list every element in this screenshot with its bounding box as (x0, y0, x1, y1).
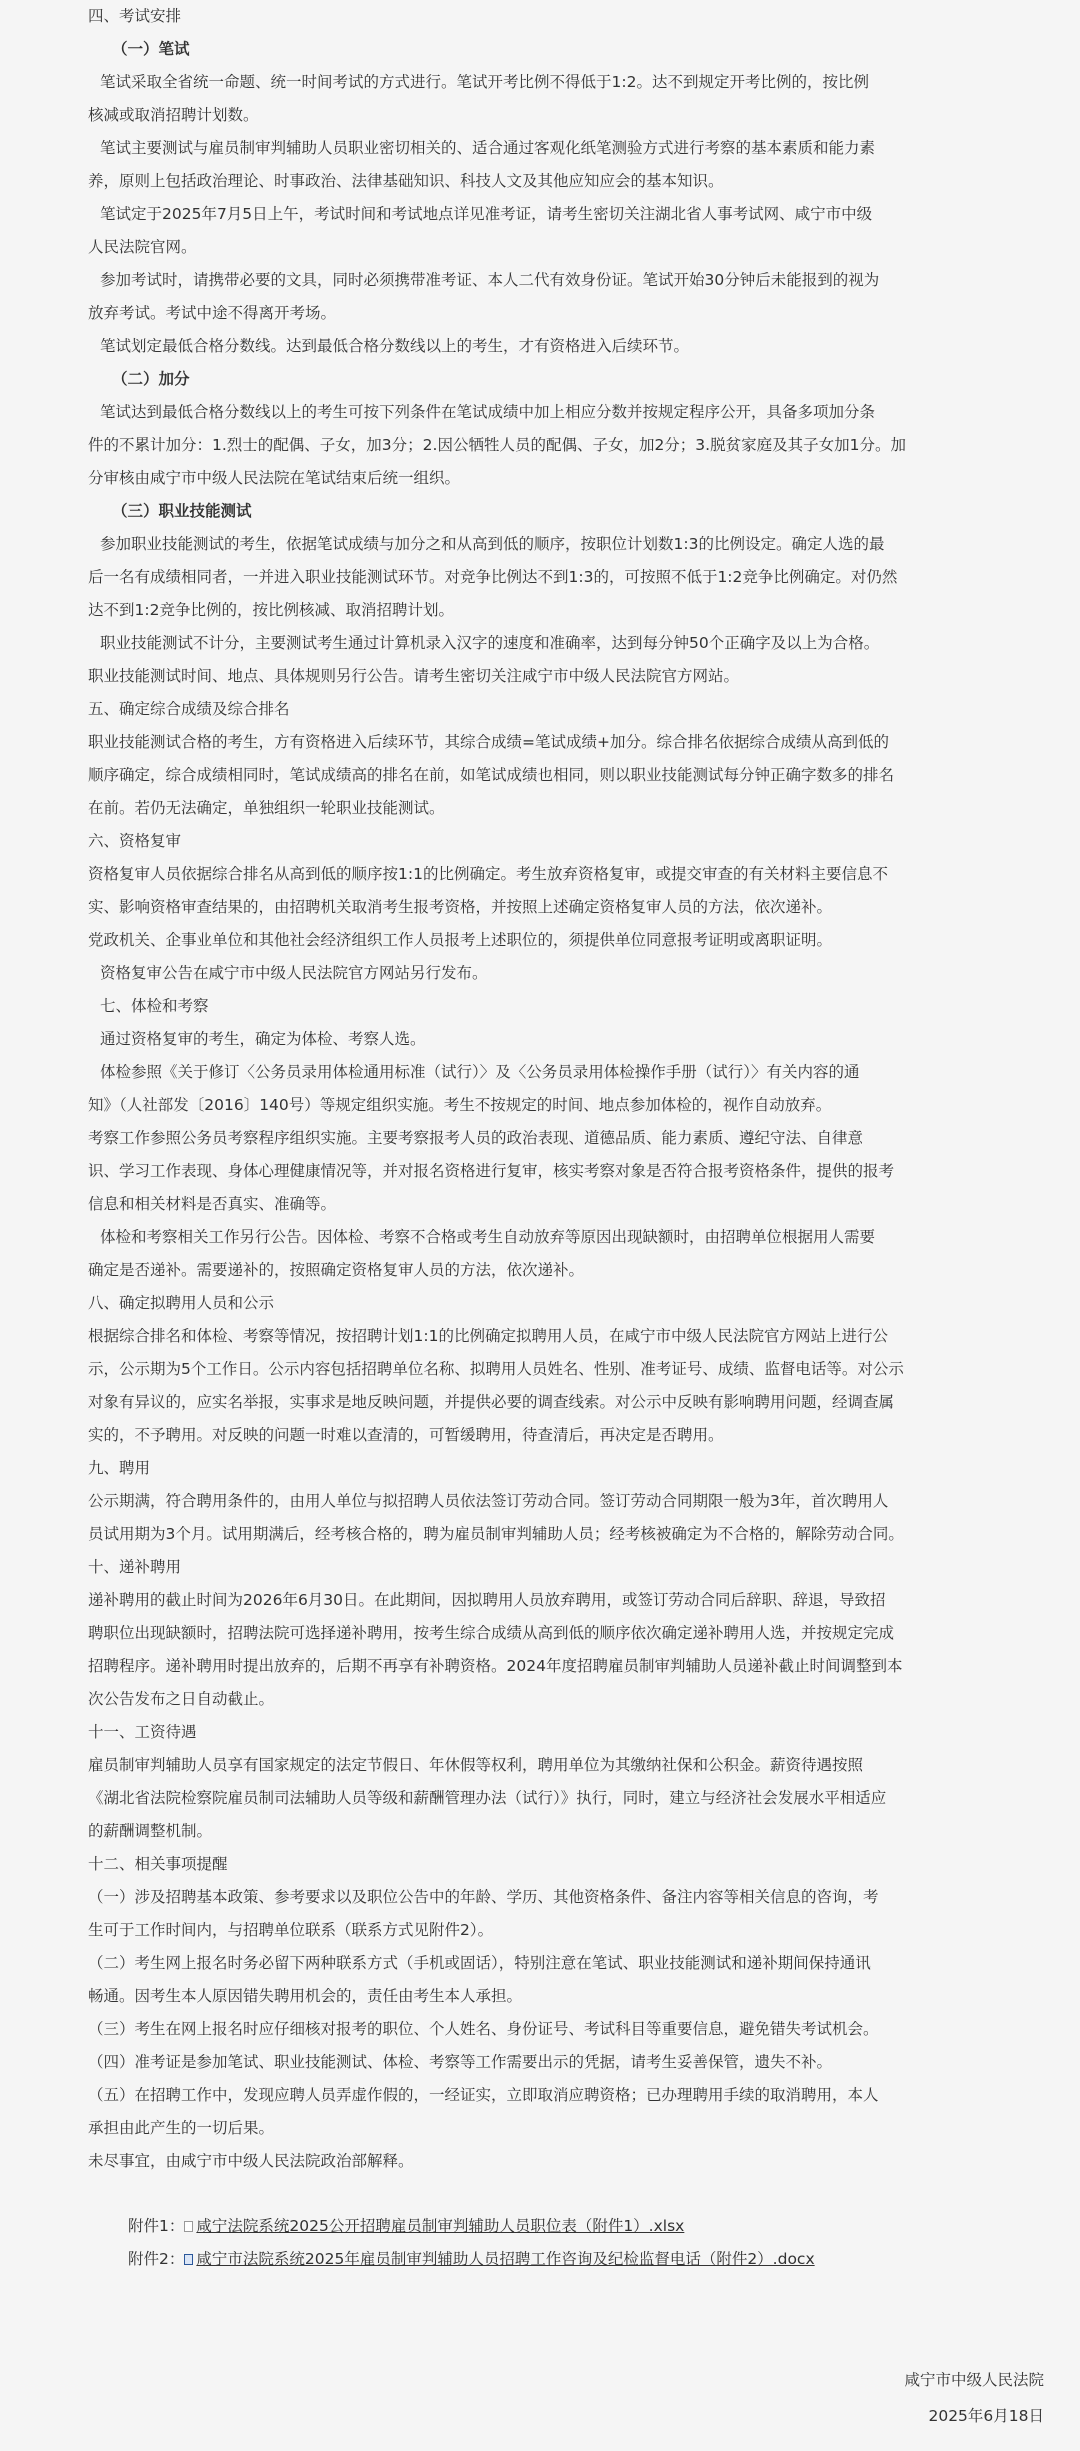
paragraph-line: 党政机关、企事业单位和其他社会经济组织工作人员报考上述职位的，须提供单位同意报考证明或离职证明。 (88, 931, 833, 949)
paragraph-line: 顺序确定，综合成绩相同时，笔试成绩高的排名在前，如笔试成绩也相同，则以职业技能测试每分钟正确字数多的排名 (88, 766, 895, 784)
paragraph-line: 六、资格复审 (88, 832, 182, 850)
attachment-label: 附件1： (128, 2217, 185, 2235)
attachment-row (88, 2210, 1016, 2243)
paragraph-line: 信息和相关材料是否真实、准确等。 (88, 1195, 337, 1213)
paragraph-line: 次公告发布之日自动截止。 (88, 1690, 275, 1708)
paragraph-line: 九、聘用 (88, 1459, 151, 1477)
paragraph-line: 未尽事宜，由咸宁市中级人民法院政治部解释。 (88, 2152, 414, 2170)
section-subheading: （三）职业技能测试 (112, 502, 252, 520)
paragraph-line: 五、确定综合成绩及综合排名 (88, 700, 290, 718)
paragraph-line: 体检和考察相关工作另行公告。因体检、考察不合格或考生自动放弃等原因出现缺额时，由招聘单位根据用人需要 (100, 1228, 876, 1246)
document-body (88, 0, 1016, 2276)
paragraph-line: 职业技能测试合格的考生，方有资格进入后续环节，其综合成绩=笔试成绩+加分。综合排名依据综合成绩从高到低的 (88, 733, 889, 751)
paragraph-line: 招聘程序。递补聘用时提出放弃的，后期不再享有补聘资格。2024年度招聘雇员制审判辅助人员递补截止时间调整到本 (88, 1657, 903, 1675)
paragraph-line: 八、确定拟聘用人员和公示 (88, 1294, 275, 1312)
paragraph-line: 十一、工资待遇 (88, 1723, 197, 1741)
paragraph-line: （二）考生网上报名时务必留下两种联系方式（手机或固话），特别注意在笔试、职业技能测试和递补期间保持通讯 (88, 1954, 871, 1972)
paragraph-line: 体检参照《关于修订〈公务员录用体检通用标准（试行）〉及〈公务员录用体检操作手册（试行）〉有关内容的通 (100, 1063, 860, 1081)
paragraph-line: 核减或取消招聘计划数。 (88, 106, 259, 124)
paragraph-line: 确定是否递补。需要递补的，按照确定资格复审人员的方法，依次递补。 (88, 1261, 585, 1279)
section-subheading: （二）加分 (112, 370, 190, 388)
paragraph-line: 参加考试时，请携带必要的文具，同时必须携带准考证、本人二代有效身份证。笔试开始30分钟后未能报到的视为 (100, 271, 880, 289)
paragraph-line: 示，公示期为5个工作日。公示内容包括招聘单位名称、拟聘用人员姓名、性别、准考证号、成绩、监督电话等。对公示 (88, 1360, 904, 1378)
paragraph-line: 员试用期为3个月。试用期满后，经考核合格的，聘为雇员制审判辅助人员；经考核被确定为不合格的，解除劳动合同。 (88, 1525, 904, 1543)
paragraph-line: 生可于工作时间内，与招聘单位联系（联系方式见附件2）。 (88, 1921, 494, 1939)
paragraph-line: 达不到1:2竞争比例的，按比例核减、取消招聘计划。 (88, 601, 454, 619)
attachment-link[interactable]: 咸宁法院系统2025公开招聘雇员制审判辅助人员职位表（附件1）.xlsx (196, 2217, 685, 2235)
paragraph-line: 四、考试安排 (88, 7, 182, 25)
paragraph-line: 参加职业技能测试的考生，依据笔试成绩与加分之和从高到低的顺序，按职位计划数1:3的比例设定。确定人选的最 (100, 535, 885, 553)
signature-block (904, 2362, 1044, 2434)
paragraph-line: 知》（人社部发〔2016〕140号）等规定组织实施。考生不按规定的时间、地点参加体检的，视作自动放弃。 (88, 1096, 832, 1114)
paragraph-line: 十二、相关事项提醒 (88, 1855, 228, 1873)
spreadsheet-file-icon (184, 2221, 193, 2232)
paragraph-line: 递补聘用的截止时间为2026年6月30日。在此期间，因拟聘用人员放弃聘用，或签订劳动合同后辞职、辞退，导致招 (88, 1591, 886, 1609)
paragraph-line: 实、影响资格审查结果的，由招聘机关取消考生报考资格，并按照上述确定资格复审人员的方法，依次递补。 (88, 898, 833, 916)
paragraph-line: 养，原则上包括政治理论、时事政治、法律基础知识、科技人文及其他应知应会的基本知识。 (88, 172, 724, 190)
paragraph-line: 雇员制审判辅助人员享有国家规定的法定节假日、年休假等权利，聘用单位为其缴纳社保和公积金。薪资待遇按照 (88, 1756, 864, 1774)
paragraph-line: 七、体检和考察 (100, 997, 209, 1015)
paragraph-line: 笔试划定最低合格分数线。达到最低合格分数线以上的考生，才有资格进入后续环节。 (100, 337, 690, 355)
text-lines (88, 0, 1016, 2178)
paragraph-line: 分审核由咸宁市中级人民法院在笔试结束后统一组织。 (88, 469, 461, 487)
paragraph-line: 件的不累计加分：1.烈士的配偶、子女，加3分；2.因公牺牲人员的配偶、子女，加2分；3.脱贫家庭及其子女加1分。加 (88, 436, 906, 454)
paragraph-line: 后一名有成绩相同者，一并进入职业技能测试环节。对竞争比例达不到1:3的，可按照不低于1:2竞争比例确定。对仍然 (88, 568, 898, 586)
paragraph-line: （一）涉及招聘基本政策、参考要求以及职位公告中的年龄、学历、其他资格条件、备注内容等相关信息的咨询，考 (88, 1888, 879, 1906)
paragraph-line: 承担由此产生的一切后果。 (88, 2119, 275, 2137)
paragraph-line: 识、学习工作表现、身体心理健康情况等，并对报名资格进行复审，核实考察对象是否符合报考资格条件，提供的报考 (88, 1162, 895, 1180)
paragraph-line: 畅通。因考生本人原因错失聘用机会的，责任由考生本人承担。 (88, 1987, 523, 2005)
paragraph-line: 实的，不予聘用。对反映的问题一时难以查清的，可暂缓聘用，待查清后，再决定是否聘用。 (88, 1426, 724, 1444)
paragraph-line: 通过资格复审的考生，确定为体检、考察人选。 (100, 1030, 426, 1048)
paragraph-line: 对象有异议的，应实名举报，实事求是地反映问题，并提供必要的调查线索。对公示中反映有影响聘用问题，经调查属 (88, 1393, 895, 1411)
paragraph-line: 笔试定于2025年7月5日上午，考试时间和考试地点详见准考证，请考生密切关注湖北省人事考试网、咸宁市中级 (100, 205, 873, 223)
paragraph-line: 的薪酬调整机制。 (88, 1822, 213, 1840)
paragraph-line: 十、递补聘用 (88, 1558, 182, 1576)
signature-date: 2025年6月18日 (928, 2407, 1044, 2425)
attachment-label: 附件2： (128, 2250, 185, 2268)
paragraph-line: 考察工作参照公务员考察程序组织实施。主要考察报考人员的政治表现、道德品质、能力素质、遵纪守法、自律意 (88, 1129, 864, 1147)
paragraph-line: 放弃考试。考试中途不得离开考场。 (88, 304, 337, 322)
section-subheading: （一）笔试 (112, 40, 190, 58)
paragraph-line: 人民法院官网。 (88, 238, 197, 256)
paragraph-line: （三）考生在网上报名时应仔细核对报考的职位、个人姓名、身份证号、考试科目等重要信息，避免错失考试机会。 (88, 2020, 879, 2038)
paragraph-line: 根据综合排名和体检、考察等情况，按招聘计划1:1的比例确定拟聘用人员，在咸宁市中级人民法院官方网站上进行公 (88, 1327, 888, 1345)
spacer (88, 2178, 1016, 2210)
paragraph-line: 笔试达到最低合格分数线以上的考生可按下列条件在笔试成绩中加上相应分数并按规定程序公开，具备多项加分条 (100, 403, 876, 421)
paragraph-line: 职业技能测试不计分，主要测试考生通过计算机录入汉字的速度和准确率，达到每分钟50个正确字及以上为合格。 (100, 634, 880, 652)
paragraph-line: 聘职位出现缺额时，招聘法院可选择递补聘用，按考生综合成绩从高到低的顺序依次确定递补聘用人选，并按规定完成 (88, 1624, 895, 1642)
paragraph-line: 笔试主要测试与雇员制审判辅助人员职业密切相关的、适合通过客观化纸笔测验方式进行考察的基本素质和能力素 (100, 139, 876, 157)
paragraph-line: 资格复审人员依据综合排名从高到低的顺序按1:1的比例确定。考生放弃资格复审，或提交审查的有关材料主要信息不 (88, 865, 888, 883)
paragraph-line: 笔试采取全省统一命题、统一时间考试的方式进行。笔试开考比例不得低于1:2。达不到规定开考比例的，按比例 (100, 73, 869, 91)
attachment-link[interactable]: 咸宁市法院系统2025年雇员制审判辅助人员招聘工作咨询及纪检监督电话（附件2）.docx (196, 2250, 815, 2268)
paragraph-line: 公示期满，符合聘用条件的，由用人单位与拟招聘人员依法签订劳动合同。签订劳动合同期限一般为3年，首次聘用人 (88, 1492, 889, 1510)
paragraph-line: 职业技能测试时间、地点、具体规则另行公告。请考生密切关注咸宁市中级人民法院官方网站。 (88, 667, 740, 685)
word-file-icon (184, 2254, 193, 2265)
signature-org: 咸宁市中级人民法院 (904, 2371, 1044, 2389)
paragraph-line: 在前。若仍无法确定，单独组织一轮职业技能测试。 (88, 799, 445, 817)
paragraph-line: （五）在招聘工作中，发现应聘人员弄虚作假的，一经证实，立即取消应聘资格；已办理聘用手续的取消聘用，本人 (88, 2086, 879, 2104)
paragraph-line: 资格复审公告在咸宁市中级人民法院官方网站另行发布。 (100, 964, 488, 982)
paragraph-line: （四）准考证是参加笔试、职业技能测试、体检、考察等工作需要出示的凭据，请考生妥善保管，遗失不补。 (88, 2053, 833, 2071)
paragraph-line: 《湖北省法院检察院雇员制司法辅助人员等级和薪酬管理办法（试行）》执行，同时，建立与经济社会发展水平相适应 (88, 1789, 887, 1807)
attachment-row (88, 2243, 1016, 2276)
attachments-list (88, 2210, 1016, 2276)
